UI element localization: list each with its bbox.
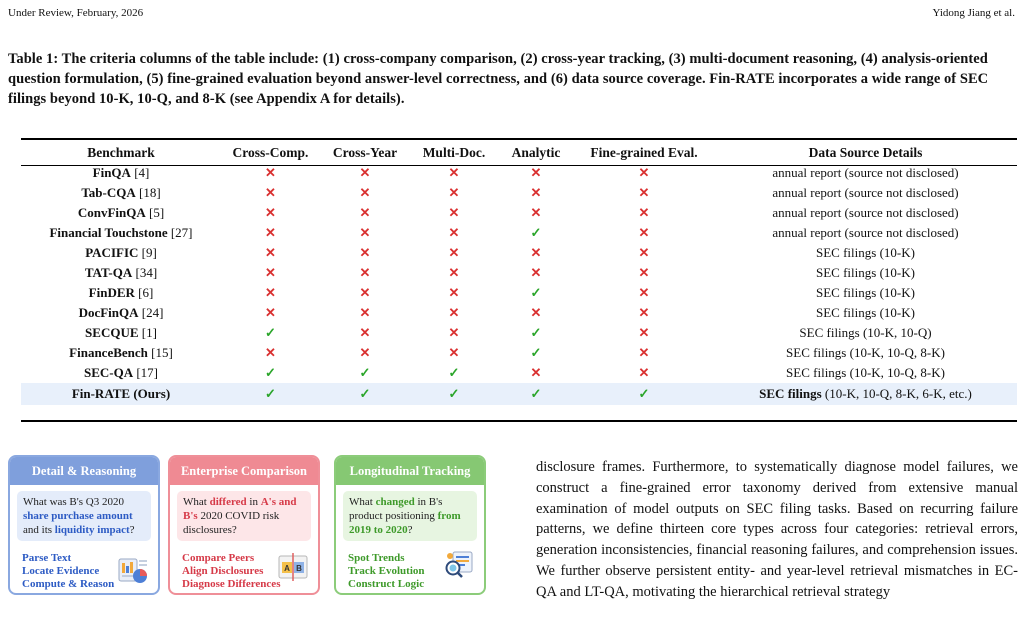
data-source-cell: SEC filings (10-K, 10-Q, 8-K): [786, 365, 945, 380]
table-row: [21, 363, 1017, 383]
cross-icon: ✕: [638, 345, 650, 360]
cross-icon: ✕: [530, 165, 542, 180]
question-fragment: What: [183, 496, 210, 508]
check-icon: ✓: [530, 285, 542, 300]
card-detail-reasoning: [8, 455, 160, 595]
card-action: Locate Evidence: [22, 565, 100, 577]
benchmark-name: TAT-QA [34]: [84, 265, 158, 280]
cross-icon: ✕: [448, 305, 460, 320]
cross-icon: ✕: [448, 345, 460, 360]
check-icon: ✓: [265, 325, 276, 340]
svg-text:B: B: [296, 564, 302, 573]
table-row-ours: [21, 383, 1017, 405]
svg-text:A: A: [284, 564, 290, 573]
table-caption: Table 1: The criteria columns of the table include: (1) cross-company comparison, (2) cross-year tracking, (3) multi-document reasoning, (4) analysis-oriented question formulation, (5) fine-grained evaluation beyond answer-level correctness, and (6) data source coverage. Fin-RATE incorporates a wide range of SEC filings beyond 10-K, 10-Q, and 8-K (see Appendix A for details).: [8, 51, 989, 107]
card-action: Diagnose Differences: [182, 578, 281, 590]
benchmark-name: SECQUE [1]: [85, 325, 157, 340]
cross-icon: ✕: [359, 325, 371, 340]
benchmark-name: ConvFinQA [5]: [77, 205, 165, 220]
table-row: [21, 183, 1017, 203]
check-icon: ✓: [359, 386, 371, 401]
cross-icon: ✕: [265, 245, 276, 260]
check-icon: ✓: [638, 386, 650, 401]
table-row: [21, 203, 1017, 223]
card-question: [343, 491, 477, 541]
card-title: Enterprise Comparison: [170, 457, 318, 485]
question-fragment: in: [246, 496, 261, 508]
table-header-row: [21, 143, 1017, 163]
cross-icon: ✕: [530, 365, 542, 380]
card-action: Track Evolution: [348, 565, 425, 577]
cross-icon: ✕: [359, 245, 371, 260]
col-data-source: Data Source Details: [808, 145, 923, 160]
card-enterprise-comparison: [168, 455, 320, 595]
check-icon: ✓: [448, 386, 460, 401]
cross-icon: ✕: [448, 185, 460, 200]
cross-icon: ✕: [265, 205, 276, 220]
question-fragment: changed: [375, 496, 415, 508]
cross-icon: ✕: [448, 225, 460, 240]
card-question: [17, 491, 151, 541]
table-row: [21, 223, 1017, 243]
cross-icon: ✕: [359, 185, 371, 200]
check-icon: ✓: [265, 386, 276, 401]
col-benchmark: Benchmark: [87, 145, 155, 160]
benchmark-name: FinanceBench [15]: [69, 345, 173, 360]
col-cross-comp: Cross-Comp.: [232, 145, 309, 160]
cross-icon: ✕: [265, 225, 276, 240]
cross-icon: ✕: [448, 285, 460, 300]
card-actions: [348, 552, 425, 591]
benchmark-name: Tab-CQA [18]: [81, 185, 161, 200]
question-fragment: ?: [407, 524, 413, 536]
cross-icon: ✕: [359, 345, 371, 360]
cross-icon: ✕: [638, 185, 650, 200]
table-row: [21, 303, 1017, 323]
card-action: Compute & Reason: [22, 578, 115, 590]
benchmark-table: [21, 143, 1017, 405]
cross-icon: ✕: [638, 165, 650, 180]
question-fragment: from 2019 to 2020: [349, 510, 461, 536]
body-paragraph: disclosure frames. Furthermore, to systematically diagnose model failures, we construct a fine-grained error taxonomy derived from extensive manual examination of model outputs on SEC filing tasks. Based on recurring failure patterns, we define thirteen core types across four categories: retrieval errors, generation inconsistencies, financial reasoning failures, and comprehension issues. We further observe persistent entity- and year-level retrieval mismatches in EC-QA and LT-QA, motivating the hierarchical retrieval strategy: [536, 459, 1018, 600]
cross-icon: ✕: [448, 265, 460, 280]
benchmark-name: DocFinQA [24]: [78, 305, 164, 320]
cross-icon: ✕: [638, 325, 650, 340]
data-source-cell: SEC filings (10-K): [816, 265, 915, 280]
cross-icon: ✕: [638, 305, 650, 320]
benchmark-name: FinDER [6]: [88, 285, 154, 300]
data-source-cell: SEC filings (10-K): [816, 245, 915, 260]
data-source-cell: SEC filings (10-K): [816, 305, 915, 320]
table-row: [21, 163, 1017, 183]
question-fragment: ?: [129, 524, 135, 536]
cross-icon: ✕: [530, 185, 542, 200]
check-icon: ✓: [359, 365, 371, 380]
cross-icon: ✕: [530, 265, 542, 280]
card-question: [177, 491, 311, 541]
data-source-cell: annual report (source not disclosed): [772, 205, 959, 220]
question-fragment: share purchase amount: [23, 510, 133, 522]
question-fragment: liquidity impact: [54, 524, 130, 536]
col-fine-grained: Fine-grained Eval.: [590, 145, 698, 160]
col-multi-doc: Multi-Doc.: [422, 145, 486, 160]
question-fragment: differed: [209, 496, 247, 508]
cross-icon: ✕: [638, 265, 650, 280]
data-source-cell: SEC filings (10-K, 10-Q, 8-K): [786, 345, 945, 360]
cross-icon: ✕: [265, 165, 276, 180]
cross-icon: ✕: [530, 245, 542, 260]
cross-icon: ✕: [359, 225, 371, 240]
cross-icon: ✕: [638, 205, 650, 220]
cross-icon: ✕: [359, 165, 371, 180]
cross-icon: ✕: [359, 285, 371, 300]
card-longitudinal-tracking: [334, 455, 486, 595]
card-action: Align Disclosures: [182, 565, 264, 577]
data-source-cell: SEC filings (10-K, 10-Q): [799, 325, 932, 340]
cross-icon: ✕: [638, 225, 650, 240]
table-bottom-rule: [21, 420, 1017, 422]
running-header-left: Under Review, February, 2026: [8, 7, 144, 19]
card-title: Detail & Reasoning: [10, 457, 158, 485]
cross-icon: ✕: [530, 205, 542, 220]
data-source-cell: SEC filings (10-K, 10-Q, 8-K, 6-K, etc.): [714, 383, 1017, 405]
cross-icon: ✕: [265, 265, 276, 280]
cross-icon: ✕: [359, 205, 371, 220]
card-action: Construct Logic: [348, 578, 425, 590]
check-icon: ✓: [530, 225, 542, 240]
chart-document-icon: [118, 557, 148, 585]
compare-ab-icon: [278, 553, 308, 581]
table-row: [21, 343, 1017, 363]
card-actions: [22, 552, 114, 591]
col-cross-year: Cross-Year: [332, 145, 398, 160]
check-icon: ✓: [530, 345, 542, 360]
check-icon: ✓: [448, 365, 460, 380]
cross-icon: ✕: [530, 305, 542, 320]
cross-icon: ✕: [265, 305, 276, 320]
cross-icon: ✕: [448, 205, 460, 220]
benchmark-name: Fin-RATE (Ours): [21, 383, 221, 405]
question-fragment: 2020 COVID risk disclosures?: [183, 510, 280, 536]
card-action: Compare Peers: [182, 552, 255, 564]
cross-icon: ✕: [638, 365, 650, 380]
benchmark-name: Financial Touchstone [27]: [49, 225, 193, 240]
cross-icon: ✕: [359, 265, 371, 280]
check-icon: ✓: [530, 386, 542, 401]
cross-icon: ✕: [448, 325, 460, 340]
table-row: [21, 323, 1017, 343]
table-row: [21, 243, 1017, 263]
trend-magnifier-icon: [444, 549, 474, 581]
card-actions: [182, 552, 280, 591]
data-source-cell: annual report (source not disclosed): [772, 185, 959, 200]
cross-icon: ✕: [359, 305, 371, 320]
check-icon: ✓: [530, 325, 542, 340]
card-action: Parse Text: [22, 552, 72, 564]
question-fragment: What: [349, 496, 376, 508]
col-analytic: Analytic: [511, 145, 561, 160]
table-row: [21, 263, 1017, 283]
card-title: Longitudinal Tracking: [336, 457, 484, 485]
table-row: [21, 283, 1017, 303]
cross-icon: ✕: [265, 285, 276, 300]
cross-icon: ✕: [638, 285, 650, 300]
table-top-rule: [21, 138, 1017, 140]
cross-icon: ✕: [448, 245, 460, 260]
benchmark-name: PACIFIC [9]: [85, 245, 157, 260]
cross-icon: ✕: [265, 345, 276, 360]
cross-icon: ✕: [265, 185, 276, 200]
question-fragment: What was B's Q3 2020: [23, 496, 124, 508]
cross-icon: ✕: [448, 165, 460, 180]
data-source-cell: annual report (source not disclosed): [772, 225, 959, 240]
question-fragment: in B's product positioning: [349, 496, 443, 522]
question-fragment: and its: [23, 524, 55, 536]
cross-icon: ✕: [638, 245, 650, 260]
question-fragment: A's and B's: [183, 496, 297, 522]
running-header-right: Yidong Jiang et al.: [932, 7, 1015, 19]
card-action: Spot Trends: [348, 552, 405, 564]
check-icon: ✓: [265, 365, 276, 380]
data-source-cell: annual report (source not disclosed): [772, 165, 959, 180]
data-source-cell: SEC filings (10-K): [816, 285, 915, 300]
benchmark-name: FinQA [4]: [92, 165, 150, 180]
benchmark-name: SEC-QA [17]: [83, 365, 159, 380]
